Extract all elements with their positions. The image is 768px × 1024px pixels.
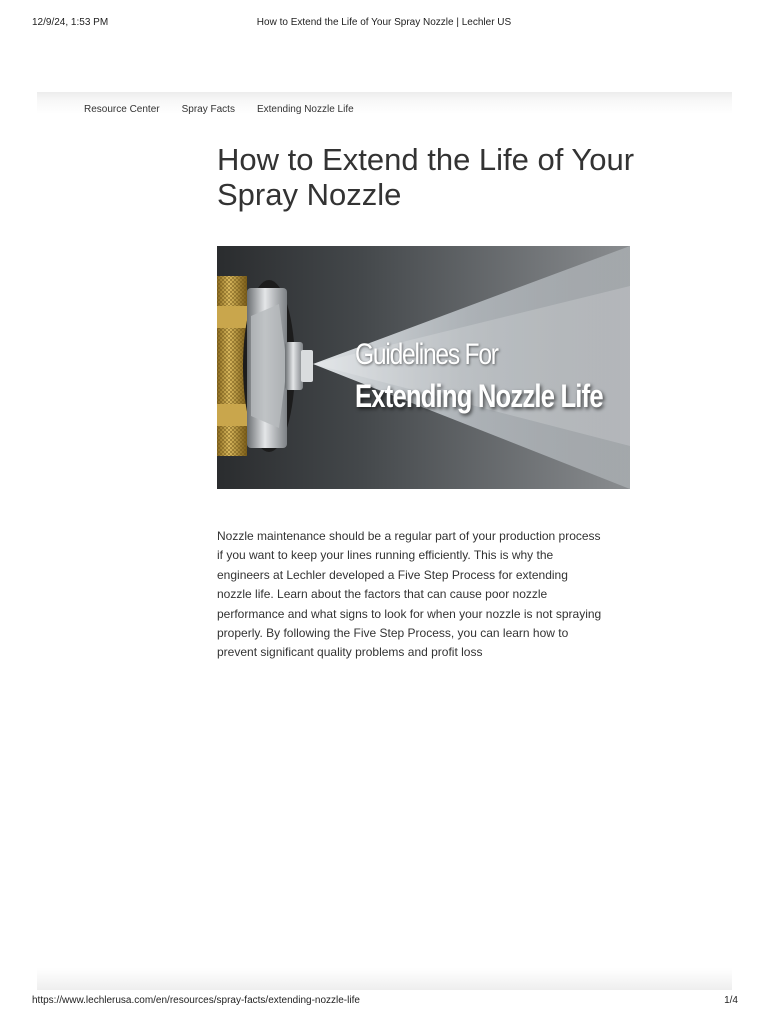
print-datetime: 12/9/24, 1:53 PM xyxy=(32,17,109,28)
print-header xyxy=(32,17,736,31)
print-page-title: How to Extend the Life of Your Spray Nozzle | Lechler US xyxy=(256,17,512,28)
breadcrumb-item-extending-nozzle-life[interactable]: Extending Nozzle Life xyxy=(256,104,354,115)
page-title: How to Extend the Life of Your Spray Nozzle xyxy=(217,142,635,212)
hero-image xyxy=(217,246,630,489)
print-url: https://www.lechlerusa.com/en/resources/spray-facts/extending-nozzle-life xyxy=(32,995,360,1006)
hero-heading-line2: Extending Nozzle Life xyxy=(355,378,603,414)
breadcrumb-item-resource-center[interactable]: Resource Center xyxy=(84,104,160,115)
hero-heading-line1: Guidelines For xyxy=(355,338,498,371)
breadcrumb xyxy=(84,104,354,115)
print-footer xyxy=(32,995,738,1009)
breadcrumb-item-spray-facts[interactable]: Spray Facts xyxy=(181,104,235,115)
article-intro-paragraph: Nozzle maintenance should be a regular part of your production process if you want to keep your lines running efficiently. This is why the engineers at Lechler developed a Five Step Process for extending nozzle life. Learn about the factors that can cause poor nozzle performance and what signs to look for when your nozzle is not spraying properly. By following the Five Step Process, you can learn how to prevent significant quality problems and profit loss xyxy=(217,529,602,660)
print-page-number: 1/4 xyxy=(724,995,738,1006)
footer-bar xyxy=(37,968,732,990)
